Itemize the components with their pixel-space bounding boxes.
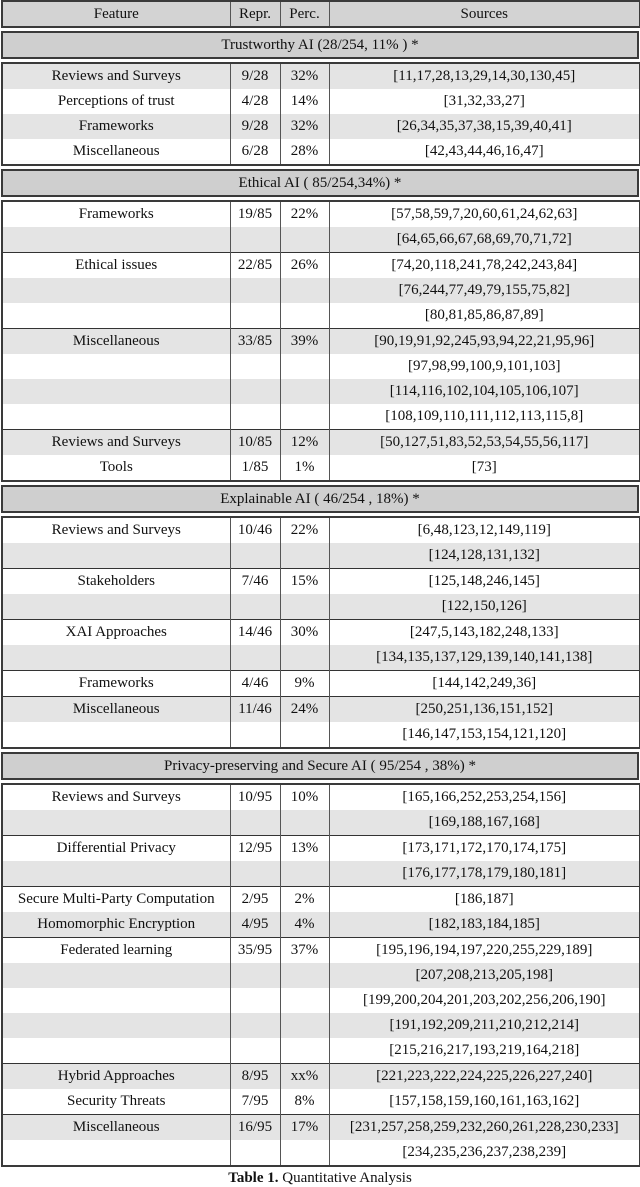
cell-sources: [64,65,66,67,68,69,70,71,72] (329, 227, 640, 253)
table-row (2, 620, 640, 646)
section-header: Privacy-preserving and Secure AI ( 95/254 , 38%) * (1, 752, 639, 780)
cell-sources: [90,19,91,92,245,93,94,22,21,95,96] (329, 329, 640, 355)
cell-perc: 17% (280, 1115, 329, 1141)
cell-feature: Federated learning (2, 938, 230, 964)
cell-sources: [125,148,246,145] (329, 569, 640, 595)
cell-feature: Ethical issues (2, 253, 230, 279)
cell-feature: Security Threats (67, 1093, 166, 1109)
column-header-repr: Repr. (230, 1, 280, 27)
cell-sources: [215,216,217,193,219,164,218] (329, 1038, 640, 1064)
cell-sources: [144,142,249,36] (329, 671, 640, 697)
cell-sources: [247,5,143,182,248,133] (329, 620, 640, 646)
table-row (2, 963, 640, 988)
cell-perc (280, 278, 329, 303)
cell-repr (230, 594, 280, 620)
cell-sources: [176,177,178,179,180,181] (329, 861, 640, 887)
cell-sources: [234,235,236,237,238,239] (329, 1140, 640, 1166)
cell-perc: 8% (280, 1089, 329, 1115)
cell-feature: Miscellaneous (2, 697, 230, 723)
table-row (2, 430, 640, 456)
cell-sources: [173,171,172,170,174,175] (329, 836, 640, 862)
cell-feature (2, 303, 230, 329)
table-row (2, 1140, 640, 1166)
cell-sources: [80,81,85,86,87,89] (329, 303, 640, 329)
cell-feature: Secure Multi-Party Computation (2, 887, 230, 913)
cell-sources: [122,150,126] (329, 594, 640, 620)
cell-perc: 22% (280, 201, 329, 227)
cell-repr (230, 963, 280, 988)
cell-sources: [182,183,184,185] (329, 912, 640, 938)
cell-perc (280, 1140, 329, 1166)
cell-sources: [195,196,194,197,220,255,229,189] (329, 938, 640, 964)
cell-feature (2, 227, 230, 253)
cell-repr (230, 303, 280, 329)
cell-feature (2, 963, 230, 988)
cell-repr (230, 227, 280, 253)
table-row (2, 517, 640, 543)
cell-repr: 9/28 (230, 63, 280, 89)
cell-sources: [73] (329, 455, 640, 481)
cell-repr: 10/95 (230, 784, 280, 810)
cell-repr: 7/95 (230, 1089, 280, 1115)
cell-sources: [165,166,252,253,254,156] (329, 784, 640, 810)
cell-feature: Tools (99, 459, 133, 475)
cell-perc: 26% (280, 253, 329, 279)
cell-repr: 4/46 (230, 671, 280, 697)
cell-sources: [42,43,44,46,16,47] (329, 139, 640, 165)
cell-perc: 28% (280, 139, 329, 165)
cell-repr (230, 810, 280, 836)
table-row (2, 201, 640, 227)
table-row (2, 784, 640, 810)
table-row (2, 594, 640, 620)
cell-perc (280, 988, 329, 1013)
cell-repr (230, 278, 280, 303)
table-row (2, 379, 640, 404)
table-row (2, 836, 640, 862)
table-row (2, 697, 640, 723)
table-header (1, 0, 640, 28)
cell-sources: [199,200,204,201,203,202,256,206,190] (329, 988, 640, 1013)
cell-feature (2, 354, 230, 379)
table-sections (0, 31, 640, 1167)
cell-repr: 4/28 (230, 89, 280, 114)
table-row (2, 63, 640, 89)
cell-feature (2, 1140, 230, 1166)
cell-perc: 13% (280, 836, 329, 862)
cell-sources: [50,127,51,83,52,53,54,55,56,117] (329, 430, 640, 456)
cell-feature: Reviews and Surveys (51, 522, 181, 538)
cell-feature (2, 594, 230, 620)
cell-repr: 33/85 (230, 329, 280, 355)
table-row (2, 1038, 640, 1064)
section-body (1, 62, 640, 166)
cell-feature: Stakeholders (2, 569, 230, 595)
cell-sources: [231,257,258,259,232,260,261,228,230,233] (329, 1115, 640, 1141)
table-row (2, 354, 640, 379)
cell-repr (230, 404, 280, 430)
cell-perc (280, 963, 329, 988)
cell-sources: [191,192,209,211,210,212,214] (329, 1013, 640, 1038)
cell-feature (2, 861, 230, 887)
column-header-feature: Feature (2, 1, 230, 27)
cell-perc: 30% (280, 620, 329, 646)
cell-perc: 2% (280, 887, 329, 913)
cell-perc: 14% (280, 89, 329, 114)
cell-perc: 9% (280, 671, 329, 697)
caption-label: Table 1. (228, 1170, 279, 1186)
cell-repr (230, 722, 280, 748)
cell-repr: 19/85 (230, 201, 280, 227)
cell-feature: Reviews and Surveys (2, 430, 230, 456)
cell-perc (280, 543, 329, 569)
table-row (2, 329, 640, 355)
cell-sources: [76,244,77,49,79,155,75,82] (329, 278, 640, 303)
cell-sources: [114,116,102,104,105,106,107] (329, 379, 640, 404)
table-row (2, 1013, 640, 1038)
cell-sources: [186,187] (329, 887, 640, 913)
table-row (2, 1064, 640, 1090)
cell-perc (280, 810, 329, 836)
cell-perc: 32% (280, 63, 329, 89)
cell-sources: [26,34,35,37,38,15,39,40,41] (329, 114, 640, 139)
table-row (2, 139, 640, 165)
cell-repr: 4/95 (230, 912, 280, 938)
cell-sources: [146,147,153,154,121,120] (329, 722, 640, 748)
table-row (2, 569, 640, 595)
cell-perc (280, 645, 329, 671)
cell-repr: 35/95 (230, 938, 280, 964)
cell-perc (280, 404, 329, 430)
cell-sources: [31,32,33,27] (329, 89, 640, 114)
table-row (2, 722, 640, 748)
table-row (2, 912, 640, 938)
cell-sources: [207,208,213,205,198] (329, 963, 640, 988)
cell-perc (280, 722, 329, 748)
cell-feature (2, 1013, 230, 1038)
cell-perc: xx% (280, 1064, 329, 1090)
table-row (2, 887, 640, 913)
cell-perc (280, 1038, 329, 1064)
table-row (2, 227, 640, 253)
cell-sources: [74,20,118,241,78,242,243,84] (329, 253, 640, 279)
cell-feature (2, 404, 230, 430)
table-row (2, 671, 640, 697)
section-header: Ethical AI ( 85/254,34%) * (1, 169, 639, 197)
section-header: Trustworthy AI (28/254, 11% ) * (1, 31, 639, 59)
cell-feature (2, 543, 230, 569)
section-body (1, 200, 640, 482)
cell-perc: 32% (280, 114, 329, 139)
cell-sources: [221,223,222,224,225,226,227,240] (329, 1064, 640, 1090)
cell-feature: Frameworks (2, 114, 230, 139)
cell-perc (280, 227, 329, 253)
table-row (2, 988, 640, 1013)
cell-feature: XAI Approaches (2, 620, 230, 646)
cell-perc: 22% (280, 517, 329, 543)
table-row (2, 1089, 640, 1115)
cell-feature (2, 988, 230, 1013)
cell-repr (230, 354, 280, 379)
cell-repr: 16/95 (230, 1115, 280, 1141)
cell-feature: Miscellaneous (2, 1115, 230, 1141)
cell-perc: 39% (280, 329, 329, 355)
table-row (2, 810, 640, 836)
cell-feature: Reviews and Surveys (2, 63, 230, 89)
cell-feature (2, 645, 230, 671)
cell-sources: [108,109,110,111,112,113,115,8] (329, 404, 640, 430)
cell-perc: 1% (280, 455, 329, 481)
cell-perc: 37% (280, 938, 329, 964)
cell-sources: [124,128,131,132] (329, 543, 640, 569)
cell-repr: 9/28 (230, 114, 280, 139)
table-row (2, 253, 640, 279)
cell-repr: 22/85 (230, 253, 280, 279)
section-body (1, 516, 640, 749)
cell-feature: Miscellaneous (72, 143, 160, 159)
cell-repr: 11/46 (230, 697, 280, 723)
cell-repr: 1/85 (230, 455, 280, 481)
cell-perc: 10% (280, 784, 329, 810)
cell-feature (2, 379, 230, 404)
cell-feature: Perceptions of trust (57, 93, 175, 109)
cell-feature (2, 722, 230, 748)
cell-feature (2, 810, 230, 836)
cell-perc: 12% (280, 430, 329, 456)
cell-sources: [57,58,59,7,20,60,61,24,62,63] (329, 201, 640, 227)
cell-repr (230, 543, 280, 569)
section-header: Explainable AI ( 46/254 , 18%) * (1, 485, 639, 513)
cell-repr (230, 1038, 280, 1064)
cell-sources: [250,251,136,151,152] (329, 697, 640, 723)
cell-repr: 7/46 (230, 569, 280, 595)
cell-sources: [134,135,137,129,139,140,141,138] (329, 645, 640, 671)
cell-repr: 8/95 (230, 1064, 280, 1090)
cell-repr (230, 645, 280, 671)
table-row (2, 861, 640, 887)
table-row (2, 645, 640, 671)
cell-perc: 24% (280, 697, 329, 723)
column-header-perc: Perc. (280, 1, 329, 27)
cell-repr: 14/46 (230, 620, 280, 646)
cell-repr (230, 379, 280, 404)
cell-repr (230, 1013, 280, 1038)
table-row (2, 303, 640, 329)
cell-sources: [11,17,28,13,29,14,30,130,45] (329, 63, 640, 89)
column-header-sources: Sources (329, 1, 640, 27)
cell-feature (2, 278, 230, 303)
cell-sources: [169,188,167,168] (329, 810, 640, 836)
cell-feature: Hybrid Approaches (2, 1064, 230, 1090)
cell-feature: Reviews and Surveys (51, 789, 181, 805)
cell-repr (230, 861, 280, 887)
cell-feature: Frameworks (2, 671, 230, 697)
section-body (1, 783, 640, 1167)
cell-repr (230, 1140, 280, 1166)
table-row (2, 543, 640, 569)
cell-perc (280, 303, 329, 329)
cell-feature: Frameworks (78, 206, 154, 222)
cell-feature (2, 1038, 230, 1064)
cell-sources: [6,48,123,12,149,119] (329, 517, 640, 543)
table-row (2, 1115, 640, 1141)
caption-text: Quantitative Analysis (282, 1170, 412, 1186)
cell-sources: [157,158,159,160,161,163,162] (329, 1089, 640, 1115)
cell-repr: 2/95 (230, 887, 280, 913)
table-row (2, 114, 640, 139)
table-row (2, 278, 640, 303)
cell-repr: 10/46 (230, 517, 280, 543)
cell-perc: 15% (280, 569, 329, 595)
cell-feature: Differential Privacy (2, 836, 230, 862)
cell-feature: Miscellaneous (2, 329, 230, 355)
cell-repr: 12/95 (230, 836, 280, 862)
table-row (2, 89, 640, 114)
cell-perc: 4% (280, 912, 329, 938)
cell-repr: 6/28 (230, 139, 280, 165)
cell-repr: 10/85 (230, 430, 280, 456)
table-row (2, 404, 640, 430)
cell-sources: [97,98,99,100,9,101,103] (329, 354, 640, 379)
cell-perc (280, 594, 329, 620)
cell-feature: Homomorphic Encryption (2, 912, 230, 938)
table-caption (0, 1170, 640, 1187)
cell-perc (280, 354, 329, 379)
cell-perc (280, 861, 329, 887)
table-row (2, 938, 640, 964)
table-row (2, 455, 640, 481)
cell-repr (230, 988, 280, 1013)
cell-perc (280, 1013, 329, 1038)
cell-perc (280, 379, 329, 404)
